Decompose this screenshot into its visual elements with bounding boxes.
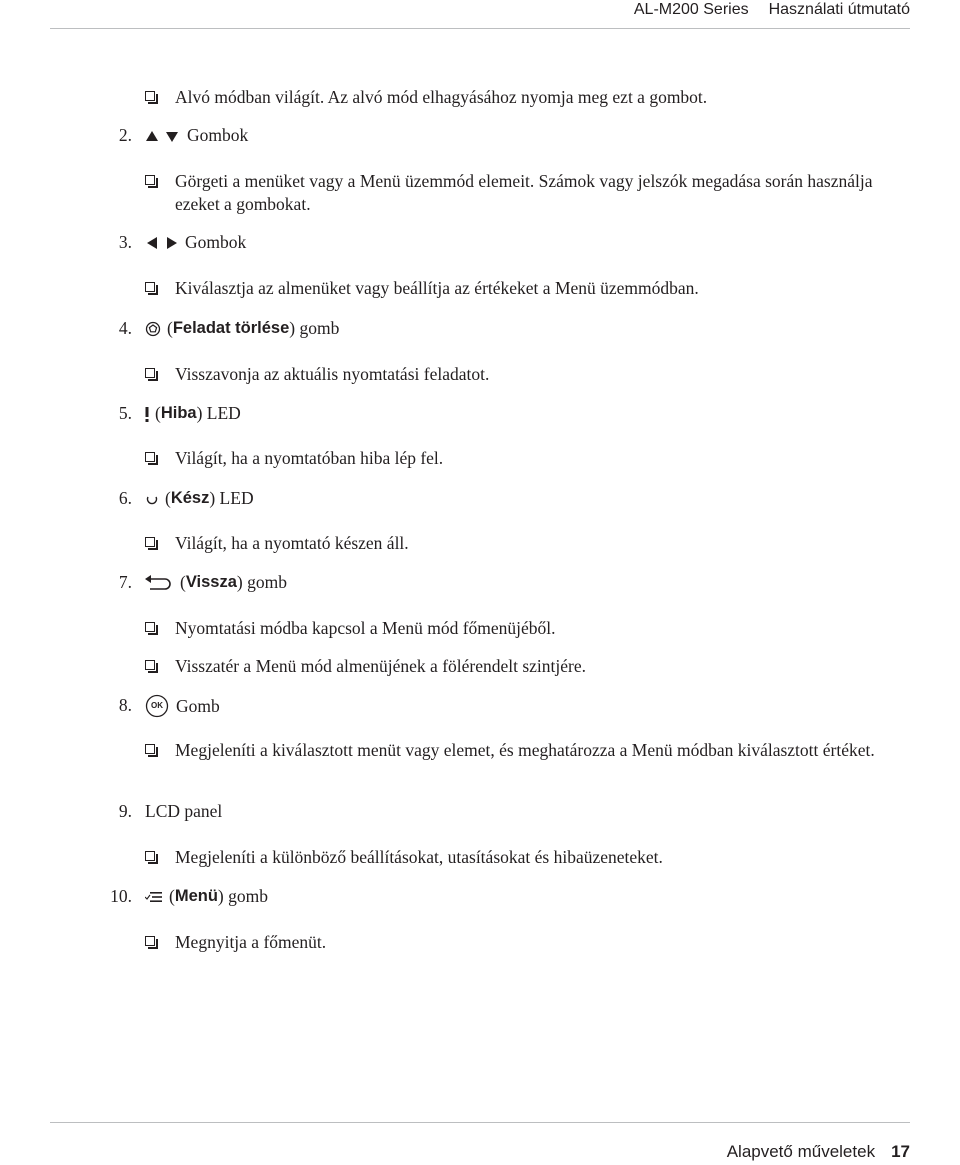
paren-open: ( [165,488,171,508]
item-title [145,571,287,594]
page-footer [727,1140,910,1164]
bullet-text: Megjeleníti a kiválasztott menüt vagy elemet, és meghatározza a Menü módban kiválasztott értéket. [175,740,875,760]
checkbox-bullet-icon [145,744,155,754]
up-down-arrow-icons [145,129,181,143]
footer-section: Alapvető műveletek [726,1142,876,1161]
paren-open: ( [180,572,186,592]
item-label: Gomb [176,695,220,716]
item-suffix: ) gomb [236,572,287,592]
ok-button-icon [145,694,169,718]
item-title [145,487,254,510]
bullet-text: Nyomtatási módba kapcsol a Menü mód főmenüjéből. [175,618,556,638]
button-name: Menü [174,887,218,905]
page-header [634,0,910,20]
checkbox-bullet-icon [145,537,155,547]
item-title [145,317,339,340]
header-doc-title: Használati útmutató [768,1,910,18]
menu-list-icon [145,890,163,904]
item-title [145,800,222,823]
bullet-text: Világít, ha a nyomtatóban hiba lép fel. [175,448,444,468]
bullet-text: Visszatér a Menü mód almenüjének a fölérendelt szintjére. [175,656,587,676]
checkbox-bullet-icon [145,660,155,670]
page-number: 17 [891,1142,910,1161]
bullet-text: Világít, ha a nyomtató készen áll. [175,533,409,553]
item-number: 2. [118,125,132,145]
item-number: 5. [118,403,132,423]
back-arrow-icon [145,574,173,592]
led-name: Kész [170,489,210,507]
item-label: LCD panel [145,801,223,821]
item-title [145,694,220,718]
checkbox-bullet-icon [145,282,155,292]
bullet-text: Kiválasztja az almenüket vagy beállítja az értékeket a Menü üzemmódban. [175,278,699,298]
header-product: AL-M200 Series [633,1,749,18]
paren-open: ( [169,886,175,906]
ok-icon-label: OK [151,701,163,710]
checkbox-bullet-icon [145,452,155,462]
cancel-job-icon [145,321,161,337]
bullet-text: Megnyitja a főmenüt. [175,932,327,952]
paren-open: ( [167,318,173,338]
item-label: Gombok [185,232,247,252]
checkbox-bullet-icon [145,622,155,632]
header-divider [50,28,910,29]
item-number: 7. [118,572,132,592]
item-label: Gombok [187,125,249,145]
checkbox-bullet-icon [145,368,155,378]
bullet-text: Alvó módban világít. Az alvó mód elhagyásához nyomja meg ezt a gombot. [175,87,708,107]
bullet-text: Görgeti a menüket vagy a Menü üzemmód elemeit. Számok vagy jelszók megadása során használja ezeket a gombokat. [175,171,873,214]
checkbox-bullet-icon [145,91,155,101]
left-right-arrow-icons [145,236,179,250]
checkbox-bullet-icon [145,936,155,946]
checkbox-bullet-icon [145,175,155,185]
button-name: Feladat törlése [172,319,290,337]
item-number: 4. [118,318,132,338]
item-number: 6. [118,488,132,508]
item-title [145,231,246,254]
ready-icon [145,492,159,506]
item-title [143,402,241,425]
item-number: 9. [118,801,132,821]
item-suffix: ) gomb [289,318,340,338]
item-title [145,885,268,908]
led-name: Hiba [160,404,197,422]
bullet-text: Megjeleníti a különböző beállításokat, utasításokat és hibaüzeneteket. [175,847,663,867]
item-suffix: ) gomb [217,886,268,906]
item-suffix: ) LED [209,488,254,508]
footer-divider [50,1122,910,1123]
item-title [145,124,248,147]
item-number: 3. [118,232,132,252]
checkbox-bullet-icon [145,851,155,861]
item-number: 8. [118,695,132,715]
item-suffix: ) LED [196,403,241,423]
bullet-text: Visszavonja az aktuális nyomtatási feladatot. [175,364,490,384]
item-number: 10. [110,886,132,906]
paren-open: ( [155,403,161,423]
error-exclamation-icon [143,405,151,423]
button-name: Vissza [185,573,237,591]
